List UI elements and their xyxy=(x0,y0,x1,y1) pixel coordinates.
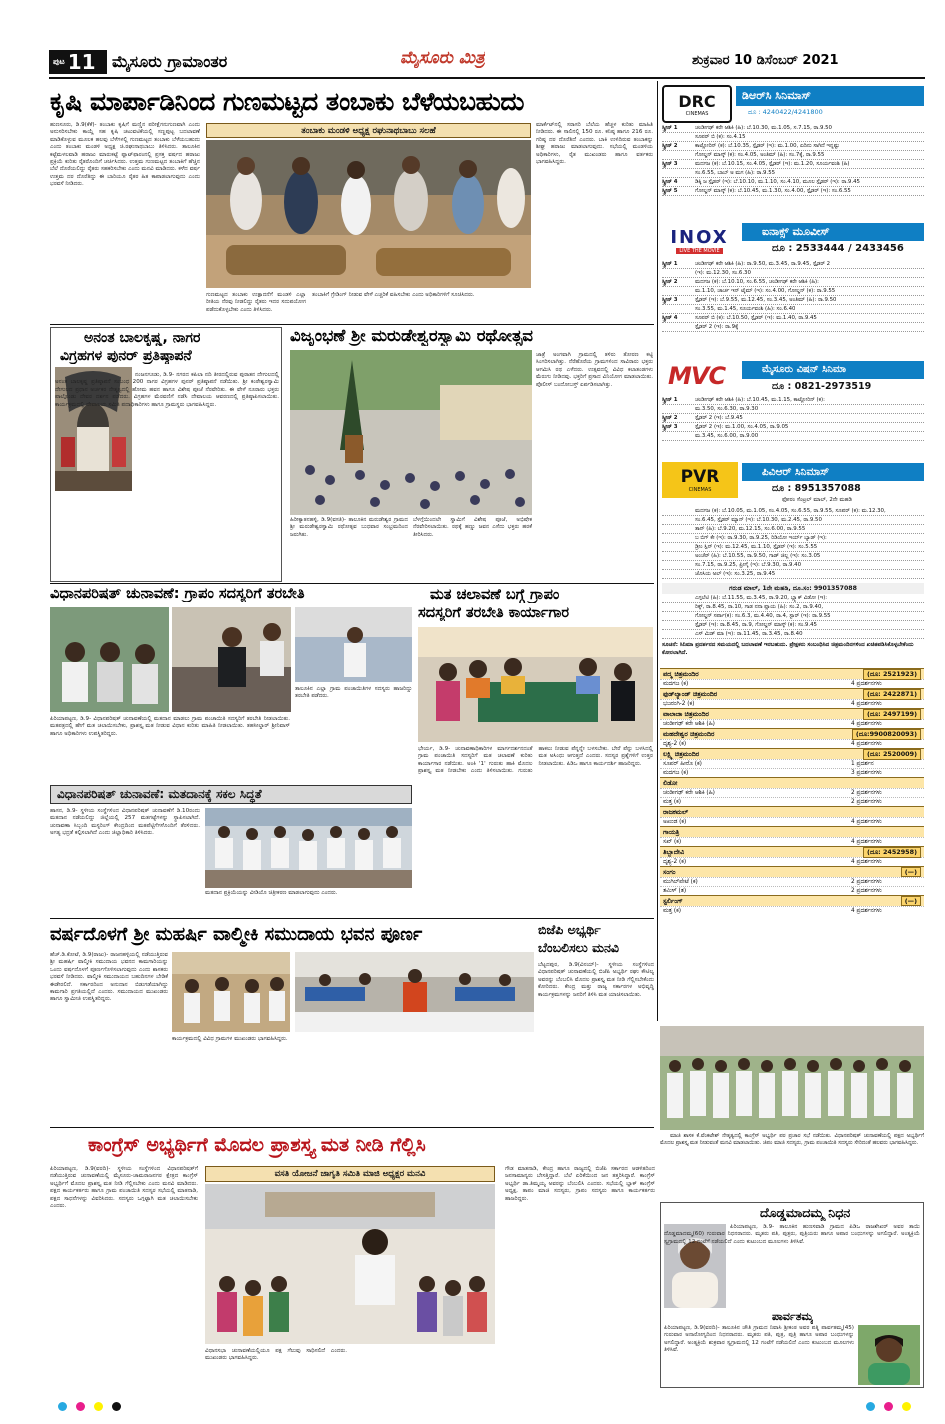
showtime-row xyxy=(662,534,924,543)
showtime-text: ಅಂಚೆರ್ (ಹಿ): ಬೆ.10.55, ರಾ.9.50, ಗಾಡ್ ಜಿಲ್ಲ (ಇ): ಸಂ.3.05 xyxy=(695,553,821,559)
hall-name: ಸಂಗಂ xyxy=(663,867,676,876)
showtime-text: ಗೋಲ್ಡನ್ ಮಾಸ್ಕ್ (ಕ): ಸಂ.4.05, ಅಂತಿಮ್ (ಹಿ): ಸಂ.7ಕ್ಕೆ, ರಾ.9.55 xyxy=(695,152,825,158)
screen-label: ಸ್ಕ್ರೀನ್ 2 xyxy=(662,415,678,421)
showtime-row xyxy=(662,169,924,178)
halls-table xyxy=(660,668,924,915)
screen-label xyxy=(662,594,692,602)
showtime-row xyxy=(662,507,924,516)
show-count: 1 ಪ್ರದರ್ಶನ xyxy=(851,760,874,767)
showtime-text: ಡಿಕ್ಕಿ ಜ ಸ್ಪೈಡರ್ (ಇ): ಬೆ.10.10, ಮ.1.10, ಸಂ.4.10, ಮೂಲ ಸ್ಪೈಡರ್ (ಇ): ರಾ.9.45 xyxy=(695,179,860,185)
training-photo-1 xyxy=(50,607,169,712)
showtime-text: (ಇ): ಮ.12.30, ಸಂ.6.30 xyxy=(695,270,751,276)
masthead-rule xyxy=(49,77,925,79)
mvc-list xyxy=(662,396,924,441)
movie-title: ಮತ್ತ (ಕ) xyxy=(663,798,682,805)
showtime-text: ತಾನ್ (ಹಿ): ಬೆ.9.20, ಮ.12.15, ಸಂ.6.00, ರಾ.9.55 xyxy=(695,526,806,532)
screen-label xyxy=(662,561,692,569)
showtime-text: ಸ್ಪೈಡರ್ (ಇ): ರಾ.8.45, ರಾ.9, ಗೋಲ್ಡನ್ ಮಾಸ್ಕ್ (ಕ): ಸಂ.9.45 xyxy=(695,622,817,628)
showtime-text: ಚಂಡೀಗಢ್ ಕರೇ ಆಶಿಕಿ (ಹಿ): ರಾ.9.50, ಮ.3.45, ರಾ.9.45, ಸ್ಪೈಡರ್ 2 xyxy=(695,261,831,267)
showtime-row xyxy=(662,423,924,432)
training-body: ಪಿರಿಯಾಪಟ್ಟಣ, ಡಿ.9- ವಿಧಾನಪರಿಷತ್ ಚುನಾವಣೆಯಲ್ಲಿ ಮತದಾನ ಮಾಡಲು ಗ್ರಾಮ ಪಂಚಾಯಿತಿ ಸದಸ್ಯರಿಗೆ ತರಬೇತಿ ನೀಡಲಾಯಿತು. ಮತಪತ್ರದಲ್ಲಿ ಹೇಗೆ ಮತ ಚಲಾಯಿಸಬೇಕು, ಪ್ರಾಶಸ್ತ್ಯ ಮತ ನೀಡುವ ವಿಧಾನ ಕುರಿತು ಮಾಹಿತಿ ನೀಡಲಾಯಿತು. ತಹಸೀಲ್ದಾರ್ ಶ್ರೀನಿವಾಸ್ ಹಾಗೂ ಅಧಿಕಾರಿಗಳು ಉಪಸ್ಥಿತರಿದ್ದರು. xyxy=(50,716,290,737)
showtime-row xyxy=(662,323,924,332)
training-photo-3 xyxy=(295,607,412,682)
training-photo-2 xyxy=(172,607,291,712)
showtime-text: ಗೋಲ್ಡನ್ ಸರ್ಪಾ(ಕ): ಸಂ.6.3, ಮ.4.40, ರಾ.4, ಸ್ಟಾರ್ (ಇ): ರಾ.9.55 xyxy=(695,613,831,619)
screen-label xyxy=(662,552,692,560)
showtime-text: ಸ್ಪೈಡರ್ 2 (ಇ): ಮ.1.00, ಸಂ.4.05, ರಾ.9.05 xyxy=(695,424,789,430)
hall-row xyxy=(660,699,924,708)
showtime-text: ಮದಗಜ (ಕ): ಬೆ.10.15, ಸಂ.4.05, ಸ್ಪೈಡರ್ (ಇ): ಮ.1.20, ಸೂರ್ಯವಂಶಿ (ಹಿ) xyxy=(695,161,850,167)
hall-name: ಮಹದೇಶ್ವರ ಚಿತ್ರಮಂದಿರ xyxy=(663,729,715,738)
siddhate-body: ಹಾಸನ, ಡಿ.9- ಸ್ಥಳೀಯ ಸಂಸ್ಥೆಗಳಿಂದ ವಿಧಾನಪರಿಷತ್ ಚುನಾವಣೆಗೆ ಡಿ.10ರಂದು ಮತದಾನ ನಡೆಯಲಿದ್ದು ಜಿಲ್ಲೆಯಲ್ಲಿ 257 ಮತಗಟ್ಟೆಗಳನ್ನು ಸ್ಥಾಪಿಸಲಾಗಿದೆ. ಚುನಾವಣಾ ಸಿಬ್ಬಂದಿ ಮಸ್ಟರಿಂಗ್ ಕೇಂದ್ರದಿಂದ ಮತಪೆಟ್ಟಿಗೆಗಳೊಂದಿಗೆ ತೆರಳಿದರು. ಅಗತ್ಯ ಭದ್ರತೆ ಕಲ್ಪಿಸಲಾಗಿದೆ ಎಂದು ಜಿಲ್ಲಾಧಿಕಾರಿ ತಿಳಿಸಿದರು. xyxy=(50,808,200,837)
hall-header xyxy=(660,806,924,817)
valmiki-photo-1 xyxy=(172,952,290,1032)
movie-title: ಮದಗಜ (ಕ) xyxy=(663,680,689,687)
bjp-headline-1: ಬಿಜೆಪಿ ಅಭ್ಯರ್ಥಿ xyxy=(538,922,601,937)
siddhate-headline: ವಿಧಾನಪರಿಷತ್ ಚುನಾವಣೆ: ಮತದಾನಕ್ಕೆ ಸಕಲ ಸಿದ್ಧತೆ xyxy=(50,785,412,804)
inox-logo-sub: LIVE THE MOVIE xyxy=(676,248,722,254)
hall-row xyxy=(660,797,924,806)
siddhate-photo xyxy=(205,808,412,888)
show-count: 2 ಪ್ರದರ್ಶನಗಳು xyxy=(851,789,882,796)
screen-label xyxy=(662,516,692,524)
hall-row xyxy=(660,679,924,688)
showtime-row xyxy=(662,561,924,570)
movie-title: ದೃಶ್ಯ-2 (ಕ) xyxy=(663,740,687,747)
show-count: 4 ಪ್ರದರ್ಶನಗಳು xyxy=(851,838,882,845)
show-count: 3 ಪ್ರದರ್ಶನಗಳು xyxy=(851,769,882,776)
ratha-photo xyxy=(290,350,532,515)
showtime-row xyxy=(662,525,924,534)
screen-label xyxy=(662,323,692,331)
hall-name: ಗಾಯತ್ರಿ xyxy=(663,827,680,836)
lead-rule xyxy=(50,324,654,325)
hall-row xyxy=(660,877,924,886)
hall-name: ವಾಲಾಜಾ ಚಿತ್ರಮಂದಿರ xyxy=(663,709,709,718)
hall-row xyxy=(660,788,924,797)
showtime-row xyxy=(662,314,924,323)
cinema-notice: ಸೂಚನೆ: ಸಿನಿಮಾ ಪ್ರದರ್ಶನದ ಸಮಯದಲ್ಲಿ ಬದಲಾವಣೆ ಇರಬಹುದು. ಪ್ರೇಕ್ಷಕರು ಸಂಬಂಧಿಸಿದ ಚಿತ್ರಮಂದಿರಗಳಿಂದ ಖಚಿತಪಡಿಸಿಕೊಳ್ಳಬೇಕೆಂದು ಕೋರಲಾಗಿದೆ. xyxy=(662,642,914,656)
page-label: ಪುಟ xyxy=(53,57,65,66)
showtime-text: ಕಾಟ್ಲೋರಿನ್ (ಕ): ಬೆ.10.35, ಸ್ಪೈಡರ್ (ಇ): ಮ.1.00, ಏದಿನು ಸಾಗಿದೆ ಇನ್ನಷ್ಟು xyxy=(695,143,840,149)
hall-header xyxy=(660,777,924,788)
showtime-text: ಬ ಬಿಗ್ ಕೇ (ಇ): ರಾ.9.30, ರಾ.9.25, ರಿಡಿಯೋ ಇರ್ಯ್ ಬ್ಯಾಡ್ (ಇ): xyxy=(695,535,827,541)
showtime-row xyxy=(662,151,924,160)
hall-header xyxy=(660,895,924,906)
showtime-row xyxy=(662,543,924,552)
siddhate-body-2: ಮತದಾನ ಪ್ರಕ್ರಿಯೆಯನ್ನು ವೀಡಿಯೊ ಚಿತ್ರೀಕರಣ ಮಾಡಲಾಗುವುದು ಎಂದರು. xyxy=(205,890,338,896)
drc-logo-text: DRC xyxy=(678,91,716,111)
screen-label xyxy=(662,570,692,578)
matha-headline-1: ಮತ ಚಲಾವಣೆ ಬಗ್ಗೆ ಗ್ರಾಪಂ xyxy=(430,587,560,603)
congress-photo-caption: ವಸತಿ ಯೋಜನೆ ಜಾಗೃತಿ ಸಮಿತಿ ಮಾಜಿ ಅಧ್ಯಕ್ಷರ ಮನವಿ xyxy=(205,1166,495,1182)
ratha-headline: ವಿಜೃಂಭಣೆ ಶ್ರೀ ಮರುಡೇಶ್ವರಸ್ವಾಮಿ ರಥೋತ್ಸವ xyxy=(290,326,533,345)
showtime-row xyxy=(662,133,924,142)
showtime-row xyxy=(662,612,924,621)
movie-title: ಸೂಪರ್ ಹೀರೊ (ಕ) xyxy=(663,760,702,767)
showtime-text: ಎಗ್ಗಲೆಟಿ (ಹಿ): ಬೆ.11.55, ಮ.3.45, ರಾ.9.20, ಬ್ಲ್ಯಾಕ್ ವಿಡೋ (ಇ): xyxy=(695,595,828,601)
show-count: 4 ಪ್ರದರ್ಶನಗಳು xyxy=(851,907,882,914)
hall-header xyxy=(660,688,924,699)
showtime-text: ಮದಗಜ (ಕ): ಬೆ.10.10, ಸಂ.6.55, ಚಂಡೀಗಢ್ ಕರೇ ಆಶಿಕಿ (ಹಿ): xyxy=(695,279,819,285)
screen-label: ಸ್ಕ್ರೀನ್ 3 xyxy=(662,424,678,430)
obit1-headline: ದೊಡ್ಡಮಾದಮ್ಮ ನಿಧನ xyxy=(760,1205,851,1220)
registration-mark-yellow-2 xyxy=(902,1402,911,1411)
jds-caption: ಮಾಜಿ ಶಾಸಕ ಕೆ.ವೆಂಕಟೇಶ್ ನೇತೃತ್ವದಲ್ಲಿ ಕಾಂಗ್ರೆಸ್ ಅಭ್ಯರ್ಥಿ ಪರ ಪ್ರಚಾರ ಸಭೆ ನಡೆಯಿತು. ವಿಧಾನಪರಿಷತ್ ಚುನಾವಣೆಯಲ್ಲಿ ಪಕ್ಷದ ಅಭ್ಯರ್ಥಿಗೆ ಮೊದಲ ಪ್ರಾಶಸ್ತ್ಯ ಮತ ನೀಡುವಂತೆ ಮನವಿ ಮಾಡಲಾಯಿತು. ಜಿಪಂ ಮಾಜಿ ಸದಸ್ಯರು, ಗ್ರಾಮ ಪಂಚಾಯಿತಿ ಸದಸ್ಯರು ಸೇರಿದಂತೆ ಹಲವರು ಭಾಗವಹಿಸಿದ್ದರು. xyxy=(660,1133,924,1146)
showtime-row xyxy=(662,396,924,405)
hall-header xyxy=(660,866,924,877)
screen-label xyxy=(662,630,692,638)
showtime-text: ಡ್ರೀಂ ಸ್ಪಿನ್ (ಇ): ಮ.12.45, ಮ.1.10, ಸ್ಪೈಡರ್ (ಇ): ಸಂ.5.55 xyxy=(695,544,818,550)
show-count: 4 ಪ್ರದರ್ಶನಗಳು xyxy=(851,720,882,727)
garuda-name: ಗರುಡ ಮಾಲ್, 1ನೇ ಮಹಡಿ, ದೂ.ಸಂ: 9901357088 xyxy=(662,583,924,594)
registration-mark-yellow xyxy=(94,1402,103,1411)
mvc-name: ಮೈಸೂರು ವಿಷನ್ ಸಿನಿಮಾ xyxy=(742,361,924,379)
showtime-row xyxy=(662,296,924,305)
drc-logo-sub: CINEMAS xyxy=(685,110,709,117)
page-number: 11 xyxy=(67,50,96,74)
showtime-row xyxy=(662,305,924,314)
showtime-text: ಸಂ.7.15, ರಾ.9.25, ಫ್ರೀಗೈ (ಇ): ಬೆ.9.30, ರಾ.9.40 xyxy=(695,562,802,568)
show-count: 2 ಪ್ರದರ್ಶನಗಳು xyxy=(851,878,882,885)
registration-mark-magenta xyxy=(76,1402,85,1411)
hall-row xyxy=(660,837,924,846)
movie-title: ಅಖಂಡ (ಕ) xyxy=(663,818,687,825)
valmiki-body-2: ಕಾರ್ಯಕ್ರಮದಲ್ಲಿ ವಿವಿಧ ಗ್ರಾಮಗಳ ಮುಖಂಡರು ಭಾಗವಹಿಸಿದ್ದರು. xyxy=(172,1036,288,1042)
showtime-text: ಮದಗಜ (ಕ): ಬೆ.10.05, ಮ.1.05, ಸಂ.4.05, ಸಂ.6.55, ರಾ.9.55, ಸೂಪರ್ (ಕ): ಮ.12.30, xyxy=(695,508,886,514)
screen-label: ಸ್ಕ್ರೀನ್ 2 xyxy=(662,279,678,285)
showtime-text: ಸಂ.6.55, ಬಾಬ್ ಅ ಮಗ (ಹಿ): ರಾ.9.55 xyxy=(695,170,776,176)
showtime-row xyxy=(662,432,924,441)
movie-title: ಮತ್ತ (ಕ) xyxy=(663,907,682,914)
screen-label: ಸ್ಕ್ರೀನ್ 3 xyxy=(662,297,678,303)
hall-header xyxy=(660,826,924,837)
showtime-text: ರಿಕ್ಕ್, ರಾ.8.45, ರಾ.10, ಗಾಡ ನನಾ ಪ್ಲಾಯ (ಹಿ): ಸಂ.2, ರಾ.9.40, xyxy=(695,604,824,610)
movie-title: ಸಖ್ (ಕ) xyxy=(663,838,682,845)
showtime-text: ಸ್ಪೈಡರ್ 2 (ಇ): ರಾ.9ಕ್ಕೆ xyxy=(695,324,739,330)
hall-phone: (—) xyxy=(901,896,921,906)
showtime-row xyxy=(662,630,924,639)
ratha-body-mid: ಬೆಳಗ್ಗೆಯಿಂದಲೇ ಸ್ವಾಮಿಗೆ ವಿಶೇಷ ಪೂಜೆ, ಅಭಿಷೇಕ ನೆರವೇರಿಸಲಾಯಿತು. ರಥಕ್ಕೆ ಹಣ್ಣು ಜವನ ಎಸೆದು ಭಕ್ತರು ಹರಕೆ ತೀರಿಸಿದರು. xyxy=(413,517,532,538)
hall-phone: (ದೂ: 2520009) xyxy=(863,749,921,760)
screen-label xyxy=(662,525,692,533)
showtime-row xyxy=(662,603,924,612)
bjp-body: ಬೆಟ್ಟದಪುರ, ಡಿ.9(ವಿನಯ್)- ಸ್ಥಳೀಯ ಸಂಸ್ಥೆಗಳಿಂದ ವಿಧಾನಪರಿಷತ್ ಚುನಾವಣೆಯಲ್ಲಿ ಬಿಜೆಪಿ ಅಭ್ಯರ್ಥಿ ರಘು ಕೌಟಿಲ್ಯ ಅವರನ್ನು ಬೆಂಬಲಿಸಿ ಮೊದಲ ಪ್ರಾಶಸ್ತ್ಯ ಮತ ನೀಡಿ ಗೆಲ್ಲಿಸಬೇಕೆಂದು ಕೋರಿದರು. ಕೇಂದ್ರ ಮತ್ತು ರಾಜ್ಯ ಸರ್ಕಾರಗಳ ಅಭಿವೃದ್ಧಿ ಕಾರ್ಯಕ್ರಮಗಳನ್ನು ಜನರಿಗೆ ತಿಳಿಸಿ ಮತ ಯಾಚಿಸಲಾಯಿತು. xyxy=(538,962,654,998)
valmiki-headline: ವರ್ಷದೊಳಗೆ ಶ್ರೀ ಮಹರ್ಷಿ ವಾಲ್ಮೀಕಿ ಸಮುದಾಯ ಭವನ ಪೂರ್ಣ xyxy=(50,924,423,945)
movie-title: ಭಜರಂಗಿ-2 (ಕ) xyxy=(663,700,695,707)
congress-body: ಪಿರಿಯಾಪಟ್ಟಣ, ಡಿ.9(ವರದಿ)- ಸ್ಥಳೀಯ ಸಂಸ್ಥೆಗಳಿಂದ ವಿಧಾನಪರಿಷತ್‌ಗೆ ನಡೆಯುತ್ತಿರುವ ಚುನಾವಣೆಯಲ್ಲಿ ಮೈಸೂರು-ಚಾಮರಾಜನಗರ ಕ್ಷೇತ್ರದ ಕಾಂಗ್ರೆಸ್ ಅಭ್ಯರ್ಥಿಗೆ ಮೊದಲ ಪ್ರಾಶಸ್ತ್ಯ ಮತ ನೀಡಿ ಗೆಲ್ಲಿಸಬೇಕು ಎಂದು ಮನವಿ ಮಾಡಿದರು. ಪಕ್ಷದ ಕಾರ್ಯಕರ್ತರು ಹಾಗೂ ಗ್ರಾಮ ಪಂಚಾಯಿತಿ ಸದಸ್ಯರ ಸಭೆಯಲ್ಲಿ ಮಾತನಾಡಿ, ಪಕ್ಷದ ಸಾಧನೆಗಳನ್ನು ವಿವರಿಸಿದರು. ಸದಸ್ಯರು ಒಗ್ಗಟ್ಟಾಗಿ ಮತ ಚಲಾಯಿಸಬೇಕು ಎಂದರು. xyxy=(50,1166,198,1210)
pvr-phone: ದೂ : 8951357088 xyxy=(772,483,861,494)
showtime-text: ಸ್ಪೈಡರ್ 2 (ಇ): ಬೆ.9.45 xyxy=(695,415,743,421)
screen-label: ಸ್ಕ್ರೀನ್ 1 xyxy=(662,397,678,403)
screen-label xyxy=(662,603,692,611)
screen-label: ಸ್ಕ್ರೀನ್ 4 xyxy=(662,179,678,185)
congress-body-right: ಗೌಡ ಮಾತನಾಡಿ, ಕೇಂದ್ರ ಹಾಗೂ ರಾಜ್ಯದಲ್ಲಿ ಬಿಜೆಪಿ ಸರ್ಕಾರದ ಆಡಳಿತದಿಂದ ಜನಸಾಮಾನ್ಯರು ಬೇಸತ್ತಿದ್ದಾರೆ. ಬೆಲೆ ಏರಿಕೆಯಿಂದ ಜನ ತತ್ತರಿಸಿದ್ದಾರೆ. ಕಾಂಗ್ರೆಸ್ ಅಭ್ಯರ್ಥಿ ಡಾ.ತಿಮ್ಮಯ್ಯ ಅವರನ್ನು ಬೆಂಬಲಿಸಿ ಎಂದರು. ಸಭೆಯಲ್ಲಿ ಬ್ಲಾಕ್ ಕಾಂಗ್ರೆಸ್ ಅಧ್ಯಕ್ಷ, ತಾಪಂ ಮಾಜಿ ಸದಸ್ಯರು, ಗ್ರಾಪಂ ಸದಸ್ಯರು ಹಾಗೂ ಕಾರ್ಯಕರ್ತರು ಹಾಜರಿದ್ದರು. xyxy=(505,1166,655,1202)
hall-header xyxy=(660,668,924,679)
hall-phone: (ದೂ: 2422871) xyxy=(863,689,921,700)
mvc-phone: ದೂ : 0821-2973519 xyxy=(772,381,872,392)
showtime-row xyxy=(662,594,924,603)
show-count: 2 ಪ್ರದರ್ಶನಗಳು xyxy=(851,887,882,894)
screen-label: ಸ್ಕ್ರೀನ್ 1 xyxy=(662,125,678,131)
showtime-row xyxy=(662,187,924,196)
showtime-text: ಮ.3.50, ಸಂ.6.30, ರಾ.9.30 xyxy=(695,406,759,412)
screen-label xyxy=(662,269,692,277)
masthead-logo: ಮೈಸೂರು ಮಿತ್ರ xyxy=(400,48,485,68)
pvr-logo-sub: CINEMAS xyxy=(688,487,712,493)
showtime-text: ಸೂಪರ್ ಬಿ (ಕ): ಸಂ.4.15 xyxy=(695,134,746,140)
show-count: 4 ಪ್ರದರ್ಶನಗಳು xyxy=(851,858,882,865)
hall-row xyxy=(660,759,924,768)
hall-row xyxy=(660,817,924,826)
hall-phone: (—) xyxy=(901,867,921,877)
mid-rule-2 xyxy=(50,918,654,919)
movie-title: ತಮಿಳ್ (ತ) xyxy=(663,887,687,894)
screen-label xyxy=(662,621,692,629)
lead-headline: ಕೃಷಿ ಮಾರ್ಪಾಡಿನಿಂದ ಗುಣಮಟ್ಟದ ತಂಬಾಕು ಬೆಳೆಯಬಹುದು xyxy=(50,87,524,116)
hall-phone: (ದೂ: 2452958) xyxy=(863,847,921,858)
inox-name: ಐನಾಕ್ಸ್ ಮೂವೀಸ್ xyxy=(742,223,924,241)
lead-photo xyxy=(206,140,531,288)
showtime-row xyxy=(662,552,924,561)
obit2-body: ಪಿರಿಯಾಪಟ್ಟಣ, ಡಿ.9(ವರದಿ)- ತಾಲೂಕಿನ ಚೌತಿ ಗ್ರಾಮದ ನಿವಾಸಿ ಶ್ರೀಕಂಠ ಅವರ ಪತ್ನಿ ಪಾರ್ವತಮ್ಮ(45) ಗುರುವಾರ ಅನಾರೋಗ್ಯದಿಂದ ನಿಧನರಾದರು. ಮೃತರು ಪತಿ, ಪುತ್ರ, ಪುತ್ರಿ ಹಾಗೂ ಅಪಾರ ಬಂಧುಗಳನ್ನು ಅಗಲಿದ್ದಾರೆ. ಅಂತ್ಯಕ್ರಿಯೆ ಶುಕ್ರವಾರ ಸ್ವಗ್ರಾಮದಲ್ಲಿ 12 ಗಂಟೆಗೆ ನಡೆಯಲಿದೆ ಎಂದು ಕುಟುಂಬದ ಮೂಲಗಳು ತಿಳಿಸಿವೆ. xyxy=(664,1325,854,1354)
section-title: ಮೈಸೂರು ಗ್ರಾಮಾಂತರ xyxy=(112,52,228,71)
screen-label xyxy=(662,287,692,295)
inox-list xyxy=(662,260,924,332)
drc-list xyxy=(662,124,924,196)
obit2-headline: ಪಾರ್ವತಮ್ಮ xyxy=(772,1310,814,1323)
training-body-2: ತಾಲೂಕಿನ ಎಲ್ಲಾ ಗ್ರಾಮ ಪಂಚಾಯಿತಿಗಳ ಸದಸ್ಯರು ಹಾಜರಿದ್ದು ತರಬೇತಿ ಪಡೆದರು. xyxy=(295,686,412,700)
showtime-row xyxy=(662,516,924,525)
hall-phone: (ದೂ:9900820093) xyxy=(852,729,921,740)
show-count: 2 ಪ್ರದರ್ಶನಗಳು xyxy=(851,798,882,805)
hall-header xyxy=(660,748,924,759)
showtime-row xyxy=(662,621,924,630)
ratha-body-right: ಜಾತ್ರೆ ಅಂಗವಾಗಿ ಗ್ರಾಮದಲ್ಲಿ ತಳಿರು ತೋರಣ ಕಟ್ಟಿ ಸಿಂಗರಿಸಲಾಗಿತ್ತು. ನೆರೆಹೊರೆಯ ಗ್ರಾಮಗಳಿಂದ ಸಾವಿರಾರು ಭಕ್ತರು ಆಗಮಿಸಿ ರಥ ಎಳೆದರು. ಉತ್ಸವದಲ್ಲಿ ವಿವಿಧ ಕಲಾತಂಡಗಳು ಮೆರುಗು ನೀಡಿದವು. ಭಕ್ತರಿಗೆ ಪ್ರಸಾದ ವಿನಿಯೋಗ ಮಾಡಲಾಯಿತು. ಪೊಲೀಸ್ ಬಂದೋಬಸ್ತ್ ಏರ್ಪಡಿಸಲಾಗಿತ್ತು. xyxy=(536,352,653,388)
hall-name: ಫುಡ್‌ಲ್ಯಾಂಡ್ ಚಿತ್ರಮಂದಿರ xyxy=(663,689,718,698)
hall-name: ಲಿಡೋ xyxy=(663,778,678,787)
hall-row xyxy=(660,739,924,748)
screen-label: ಸ್ಕ್ರೀನ್ 5 xyxy=(662,188,678,194)
pvr-logo-text: PVR xyxy=(680,467,720,487)
pvr-name: ಪಿವಿಆರ್ ಸಿನಿಮಾಸ್ xyxy=(742,463,924,481)
screen-label xyxy=(662,534,692,542)
movie-title: ಮದಗಜ (ಕ) xyxy=(663,769,689,776)
showtime-row xyxy=(662,160,924,169)
screen-label xyxy=(662,405,692,413)
hall-row xyxy=(660,719,924,728)
showtime-text: ಚಂಡೀಗಢ್ ಕರೇ ಆಶಿಕಿ (ಹಿ): ಬೆ.10.30, ಮ.1.05, ಸ.7.15, ರಾ.9.50 xyxy=(695,125,832,131)
bjp-headline-2: ಬೆಂಬಲಿಸಲು ಮನವಿ xyxy=(538,940,619,955)
matha-body: ಭೇರ್ಯ, ಡಿ.9- ಚುನಾವಣಾಧಿಕಾರಿಗಳ ಮಾರ್ಗದರ್ಶನದಂತೆ ಗ್ರಾಮ ಪಂಚಾಯಿತಿ ಸದಸ್ಯರಿಗೆ ಮತ ಚಲಾವಣೆ ಕುರಿತು ಕಾರ್ಯಾಗಾರ ನಡೆಯಿತು. ಅಂಕಿ '1' ಗುರುತು ಹಾಕಿ ಮೊದಲ ಪ್ರಾಶಸ್ತ್ಯ ಮತ ನೀಡಬೇಕು ಎಂದು ತಿಳಿಸಲಾಯಿತು. ಗುರುತು ಹಾಕಲು ನೀಡುವ ಪೆನ್ನನ್ನೇ ಬಳಸಬೇಕು. ಬೇರೆ ಪೆನ್ನು ಬಳಸಿದಲ್ಲಿ ಮತ ಅಸಿಂಧು ಆಗುತ್ತದೆ ಎಂದರು. ಸದಸ್ಯರ ಪ್ರಶ್ನೆಗಳಿಗೆ ಉತ್ತರ ನೀಡಲಾಯಿತು. ಪಿಡಿಒ ಹಾಗೂ ಕಾರ್ಯದರ್ಶಿ ಹಾಜರಿದ್ದರು. xyxy=(418,746,653,775)
hall-name: ಪದ್ಮ ಚಿತ್ರಮಂದಿರ xyxy=(663,669,699,678)
registration-mark-magenta-2 xyxy=(884,1402,893,1411)
ratha-body-left: ಹಿರೀಕ್ಯಾತನಹಳ್ಳಿ, ಡಿ.9(ವಸತಿ)- ತಾಲೂಕಿನ ಮರುಡೇಶ್ವರ ಗ್ರಾಮದ ಶ್ರೀ ಮರುಡೇಶ್ವರಸ್ವಾಮಿ ರಥೋತ್ಸವ ಬುಧವಾರ ಸಂಭ್ರಮದಿಂದ ಜರುಗಿತು. xyxy=(290,517,408,538)
screen-label xyxy=(662,151,692,159)
showtime-text: ಗೋಲ್ಡನ್ ಮಾಸ್ಕ್ (ಕ): ಬೆ.10.45, ಮ.1.30, ಸಂ.4.00, ಸ್ಪೈಡರ್ (ಇ): ಸಂ.6.55 xyxy=(695,188,851,194)
cinema-col-rule xyxy=(657,81,658,1021)
showtime-row xyxy=(662,178,924,187)
showtime-row xyxy=(662,124,924,133)
hall-phone: (ದೂ: 2521923) xyxy=(863,669,921,680)
valmiki-photo-2 xyxy=(295,952,534,1032)
showtime-row xyxy=(662,142,924,151)
show-count: 4 ಪ್ರದರ್ಶನಗಳು xyxy=(851,700,882,707)
showtime-row xyxy=(662,414,924,423)
pvr-address: ಫೋರಂ ಸೆಂಟ್ರಲ್ ಮಾಲ್, 2ನೇ ಮಹಡಿ xyxy=(782,497,852,503)
showtime-text: ಸಂ.3.55, ಮ.1.45, ಸೂರ್ಯವಂಶಿ (ಹಿ): ಸಂ.6.40 xyxy=(695,306,796,312)
show-count: 4 ಪ್ರದರ್ಶನಗಳು xyxy=(851,740,882,747)
lead-body-right: ಮಾರ್ಕೆಟ್‌ನಲ್ಲಿ ಸರಾಸರಿ ಬೆಲೆಯ ಹೆಚ್ಚಳ ಕುರಿತು ಮಾಹಿತಿ ನೀಡಿದರು. ಈ ಸಾಲಿನಲ್ಲಿ 150 ರೂ. ಕನಿಷ್ಠ ಹಾಗೂ 216 ರೂ. ಗರಿಷ್ಠ ದರ ದೊರೆತಿದೆ ಎಂದರು. ಬಾಕಿ ಉಳಿದಿರುವ ತಂಬಾಕನ್ನು ಶೀಘ್ರ ಹರಾಜು ಮಾಡಲಾಗುವುದು. ಸಭೆಯಲ್ಲಿ ಮಂಡಳಿಯ ಅಧಿಕಾರಿಗಳು, ರೈತ ಮುಖಂಡರು ಹಾಗೂ ವರ್ತಕರು ಭಾಗವಹಿಸಿದ್ದರು. xyxy=(536,122,653,166)
lead-photo-caption: ತಂಬಾಕು ಮಂಡಳಿ ಅಧ್ಯಕ್ಷ ರಘುನಾಥಬಾಬು ಸಲಹೆ xyxy=(206,123,531,138)
page-badge xyxy=(49,50,107,74)
hall-row xyxy=(660,857,924,866)
lead-body-mid: ಗುಣಮಟ್ಟದ ತಂಬಾಕು ಉತ್ಪಾದನೆಗೆ ಮಂಡಳಿ ಎಲ್ಲಾ ರೀತಿಯ ನೆರವು ನೀಡಲಿದ್ದು ರೈತರು ಇದರ ಸದುಪಯೋಗ ಪಡೆದುಕೊಳ್ಳಬೇಕು ಎಂದು ತಿಳಿಸಿದರು. xyxy=(206,292,306,313)
screen-label xyxy=(662,305,692,313)
hall-header xyxy=(660,846,924,857)
hall-name: ಸ್ಟರ್ಲಿಂಗ್ xyxy=(663,896,683,905)
showtime-row xyxy=(662,278,924,287)
movie-title: ಚಂಡೀಗಢ್ ಕರೇ ಆಶಿಕಿ (ಹಿ) xyxy=(663,720,715,727)
showtime-text: ಜೊಸಿಯ ಅಲ್ (ಇ): ಸಂ.3.25, ರಾ.9.45 xyxy=(695,571,776,577)
congress-headline: ಕಾಂಗ್ರೆಸ್ ಅಭ್ಯರ್ಥಿಗೆ ಮೊದಲ ಪ್ರಾಶಸ್ತ್ಯ ಮತ ನೀಡಿ ಗೆಲ್ಲಿಸಿ xyxy=(88,1134,426,1156)
matha-photo xyxy=(418,627,653,742)
hall-header xyxy=(660,728,924,739)
screen-label xyxy=(662,507,692,515)
drc-name: ಡಿಆರ್‌ಸಿ ಸಿನಿಮಾಸ್ xyxy=(736,86,924,106)
ananta-headline-1: ಅನಂತ ಬಾಲಕೃಷ್ಣ, ನಾಗರ xyxy=(84,330,201,346)
hall-name: ಲಕ್ಷ್ಮಿ ಚಿತ್ರಮಂದಿರ xyxy=(663,749,700,758)
page-date: ಶುಕ್ರವಾರ 10 ಡಿಸೆಂಬರ್ 2021 xyxy=(692,53,839,68)
showtime-text: ಸ್ಪೈಡರ್ (ಇ): ಬೆ.9.55, ಮ.12.45, ಸಂ.3.45, ಅಂತಿಮ್ (ಹಿ): ರಾ.9.50 xyxy=(695,297,837,303)
screen-label xyxy=(662,543,692,551)
mvc-logo: MVC xyxy=(668,362,726,390)
showtime-row xyxy=(662,287,924,296)
lead-body-mid2: ತಂಬಾಕಿಗೆ ಗ್ರೇಡಿಂಗ್ ನೀಡುವ ವೇಳೆ ಎಚ್ಚರಿಕೆ ವಹಿಸಬೇಕು ಎಂದು ಅಧಿಕಾರಿಗಳಿಗೆ ಸೂಚಿಸಿದರು. xyxy=(312,292,475,298)
registration-mark-cyan-2 xyxy=(866,1402,875,1411)
hall-row xyxy=(660,886,924,895)
drc-phone: ದೂ : 4240422/4241800 xyxy=(748,108,823,116)
valmiki-body: ಹೆಚ್.ಡಿ.ಕೋಟೆ, ಡಿ.9(ರಾಜು)- ರಾಜನಹಳ್ಳಿಯಲ್ಲಿ ನಡೆಯುತ್ತಿರುವ ಶ್ರೀ ಮಹರ್ಷಿ ವಾಲ್ಮೀಕಿ ಸಮುದಾಯ ಭವನದ ಕಾಮಗಾರಿಯನ್ನು ಒಂದು ವರ್ಷದೊಳಗೆ ಪೂರ್ಣಗೊಳಿಸಲಾಗುವುದು ಎಂದು ಶಾಸಕರು ಭರವಸೆ ನೀಡಿದರು. ವಾಲ್ಮೀಕಿ ಸಮುದಾಯದ ಬಹುದಿನಗಳ ಬೇಡಿಕೆ ಈಡೇರಲಿದೆ. ಸರ್ಕಾರದಿಂದ ಅನುದಾನ ಬಿಡುಗಡೆಯಾಗಿದ್ದು ಕಾಮಗಾರಿ ಪ್ರಗತಿಯಲ್ಲಿದೆ ಎಂದರು. ಸಮುದಾಯದ ಮುಖಂಡರು ಹಾಗೂ ಸ್ವಾಮೀಜಿ ಉಪಸ್ಥಿತರಿದ್ದರು. xyxy=(50,952,168,1003)
movie-title: ದೃಶ್ಯ-2 (ಕ) xyxy=(663,858,687,865)
showtime-text: ಎಸ್ ಮಿಡ್ ಮಾ (ಇ): ರಾ.11.45, ರಾ.3.45, ರಾ.8.40 xyxy=(695,631,803,637)
congress-body-mid: ವಿಧಾನಸಭಾ ಚುನಾವಣೆಯಲ್ಲಿಯೂ ಪಕ್ಷ ಗೆಲುವು ಸಾಧಿಸಲಿದೆ ಎಂದರು. ಮುಖಂಡರು ಭಾಗವಹಿಸಿದ್ದರು. xyxy=(205,1348,347,1362)
screen-label xyxy=(662,432,692,440)
showtime-text: ಮ.3.45, ಸಂ.6.00, ರಾ.9.00 xyxy=(695,433,759,439)
ananta-headline-2: ವಿಗ್ರಹಗಳ ಪುನರ್ ಪ್ರತಿಷ್ಠಾಪನೆ xyxy=(60,348,192,364)
screen-label: ಸ್ಕ್ರೀನ್ 4 xyxy=(662,315,678,321)
ananta-body: ನಂಜನಗೂಡು, ಡಿ.9- ನಗರದ ಕಪಿಲಾ ನದಿ ತೀರದಲ್ಲಿರುವ ಪುರಾತನ ದೇಗುಲದಲ್ಲಿ ಅನಂತ ಬಾಲಕೃಷ್ಣ ಪ್ರತಿಷ್ಠಾಪನೆ ಸಂಬಂಧ 200 ನಾಗರ ವಿಗ್ರಹಗಳ ಪುನರ್ ಪ್ರತಿಷ್ಠಾಪನೆ ನಡೆಯಿತು. ಶ್ರೀ ಕಂಠೇಶ್ವರಸ್ವಾಮಿ ದೇಗುಲದ ಪ್ರಧಾನ ಅರ್ಚಕರ ನೇತೃತ್ವದಲ್ಲಿ ಹೋಮ ಹವನ ಹಾಗೂ ವಿಶೇಷ ಪೂಜೆ ನೆರವೇರಿತು. ಈ ವೇಳೆ ನೂರಾರು ಭಕ್ತರು ಪಾಲ್ಗೊಂಡು ದೇವರ ದರ್ಶನ ಪಡೆದರು. ವಿಗ್ರಹಗಳ ಮೆರವಣಿಗೆ ನಡೆಸಿ ದೇವಾಲಯ ಆವರಣದಲ್ಲಿ ಪ್ರತಿಷ್ಠಾಪಿಸಲಾಯಿತು. ಕಾರ್ಯಕ್ರಮದಲ್ಲಿ ದೇವಾಲಯ ಸಮಿತಿ ಪದಾಧಿಕಾರಿಗಳು ಹಾಗೂ ಗ್ರಾಮಸ್ಥರು ಭಾಗವಹಿಸಿದ್ದರು. xyxy=(55,372,279,408)
inox-logo xyxy=(662,222,737,258)
obit2-photo xyxy=(858,1325,920,1385)
obit1-body: ಪಿರಿಯಾಪಟ್ಟಣ, ಡಿ.9- ತಾಲೂಕಿನ ಹುಣಸವಾಡಿ ಗ್ರಾಮದ ಪಿಡಿಒ ರಾಜಶೇಖರ್ ಅವರ ತಾಯಿ ದೊಡ್ಡಮಾದಮ್ಮ(60) ಗುರುವಾರ ನಿಧನರಾದರು. ಮೃತರು ಪತಿ, ಪುತ್ರರು, ಪುತ್ರಿಯರು ಹಾಗೂ ಅಪಾರ ಬಂಧುಗಳನ್ನು ಅಗಲಿದ್ದಾರೆ. ಅಂತ್ಯಕ್ರಿಯೆ ಸ್ವಗ್ರಾಮದಲ್ಲಿ 12 ಗಂಟೆಗೆ ನಡೆಯಲಿದೆ ಎಂದು ಕುಟುಂಬದ ಮೂಲಗಳು ತಿಳಿಸಿವೆ. xyxy=(664,1224,920,1245)
hall-header xyxy=(660,708,924,719)
mid-rule-1 xyxy=(50,583,654,584)
pvr-list xyxy=(662,507,924,579)
garuda-list xyxy=(662,594,924,639)
hall-phone: (ದೂ: 2497199) xyxy=(863,709,921,720)
screen-label xyxy=(662,169,692,177)
hall-name: ತಿಬ್ಬಾದೇವಿ xyxy=(663,847,685,856)
movie-title: ಮುಗಿಲ್‌ಪೇಟೆ (ಕ) xyxy=(663,878,698,885)
showtime-text: ಮ.1.10, ಚಾರ್ಚ ಇನ್ ಟೈಮ್ (ಇ): ಸಂ.4.00, ಗೋಲ್ಡನ್ (ಕ): ರಾ.9.55 xyxy=(695,288,836,294)
showtime-row xyxy=(662,570,924,579)
showtime-text: ಚಂಡೀಗಢ್ ಕರೇ ಆಶಿಕಿ (ಹಿ): ಬೆ.10.45, ಮ.1.15, ಕಾಟ್ಲೋರಿನ್ (ಕ): xyxy=(695,397,825,403)
drc-logo xyxy=(662,85,732,123)
inox-phone: ದೂ : 2533444 / 2433456 xyxy=(772,243,904,254)
show-count: 4 ಪ್ರದರ್ಶನಗಳು xyxy=(851,818,882,825)
registration-mark-black xyxy=(112,1402,121,1411)
movie-title: ಚಂಡೀಗಢ್ ಕರೇ ಆಶಿಕಿ (ಹಿ) xyxy=(663,789,715,796)
inox-logo-text: INOX xyxy=(670,226,729,248)
showtime-text: ಸೂಪರ್ ಬಿ (ಕ): ಬೆ.10.50, ಸ್ಪೈಡರ್ (ಇ): ಮ.1.40, ರಾ.9.45 xyxy=(695,315,817,321)
screen-label: ಸ್ಕ್ರೀನ್ 3 xyxy=(662,161,678,167)
registration-mark-cyan xyxy=(58,1402,67,1411)
hall-row xyxy=(660,906,924,915)
lead-body-left: ಹುಣಸೂರು, ಡಿ.9(ಕೆಕೆ)- ತಂಬಾಕು ಕೃಷಿಗೆ ಮಣ್ಣಿನ ಪರೀಕ್ಷೆಗನುಗುಣವಾಗಿ ಎಂದು ಅನುಸರಿಸಬೇಕು ಕಾಯ್ದೆ ಸಹ ಕೃಷಿ ಚಟುವಟಿಕೆಯಲ್ಲಿ ಸಣ್ಣಪುಟ್ಟ ಬದಲಾವಣೆ ಮಾಡಿಕೊಳ್ಳುವ ಮೂಲಕ ಹಲವು ಬೆಳೆಗಳಲ್ಲಿ ಗುಣಮಟ್ಟದ ತಂಬಾಕು ಬೆಳೆಯಬಹುದು ಎಂದು ತಂಬಾಕು ಮಂಡಳಿ ಅಧ್ಯಕ್ಷ ಚಿ.ರಘುನಾಥಬಾಬು ತಿಳಿಸಿದರು. ತಾಲೂಕಿನ ಕಟ್ಟೆಮಳಲವಾಡಿ ಹರಾಜು ಮಾರುಕಟ್ಟೆ ಪ್ಲಾಟ್‌ಫಾರಂನಲ್ಲಿ ಪ್ರಸಕ್ತ ವರ್ಷದ ಹರಾಜು ಪ್ರಕ್ರಿಯೆ ಕುರಿತು ರೈತರೊಂದಿಗೆ ಚರ್ಚಿಸಿದರು. ಉತ್ತಮ ಗುಣಮಟ್ಟದ ತಂಬಾಕಿಗೆ ಹೆಚ್ಚಿನ ಬೆಲೆ ದೊರೆಯಲಿದ್ದು ರೈತರು ಸಹಕರಿಸಬೇಕು ಎಂದು ಮನವಿ ಮಾಡಿದರು. ಕಳೆದ ವರ್ಷ ಉತ್ತಮ ದರ ದೊರೆತಿದ್ದು ಈ ಬಾರಿಯೂ ರೈತರ ಹಿತ ಕಾಪಾಡಲಾಗುವುದು ಎಂದು ಭರವಸೆ ನೀಡಿದರು. xyxy=(50,122,200,188)
screen-label xyxy=(662,133,692,141)
hall-name: ರಾಜಕಮಲ್ xyxy=(663,807,689,816)
showtime-text: ಸಂ.6.45, ಸ್ಪೈಡರ್ ಮ್ಯಾನ್ (ಇ): ಬೆ.10.30, ಮ.2.45, ರಾ.9.50 xyxy=(695,517,822,523)
matha-headline-2: ಸದಸ್ಯರಿಗೆ ತರಬೇತಿ ಕಾರ್ಯಾಗಾರ xyxy=(418,605,570,621)
pvr-logo xyxy=(662,462,738,498)
jds-photo xyxy=(660,1026,924,1130)
show-count: 4 ಪ್ರದರ್ಶನಗಳು xyxy=(851,680,882,687)
screen-label: ಸ್ಕ್ರೀನ್ 1 xyxy=(662,261,678,267)
screen-label xyxy=(662,612,692,620)
showtime-row xyxy=(662,260,924,269)
hall-row xyxy=(660,768,924,777)
showtime-row xyxy=(662,405,924,414)
training-headline: ವಿಧಾನಪರಿಷತ್ ಚುನಾವಣೆ: ಗ್ರಾಪಂ ಸದಸ್ಯರಿಗೆ ತರಬೇತಿ xyxy=(50,586,305,602)
showtime-row xyxy=(662,269,924,278)
screen-label: ಸ್ಕ್ರೀನ್ 2 xyxy=(662,143,678,149)
congress-photo xyxy=(205,1184,495,1344)
